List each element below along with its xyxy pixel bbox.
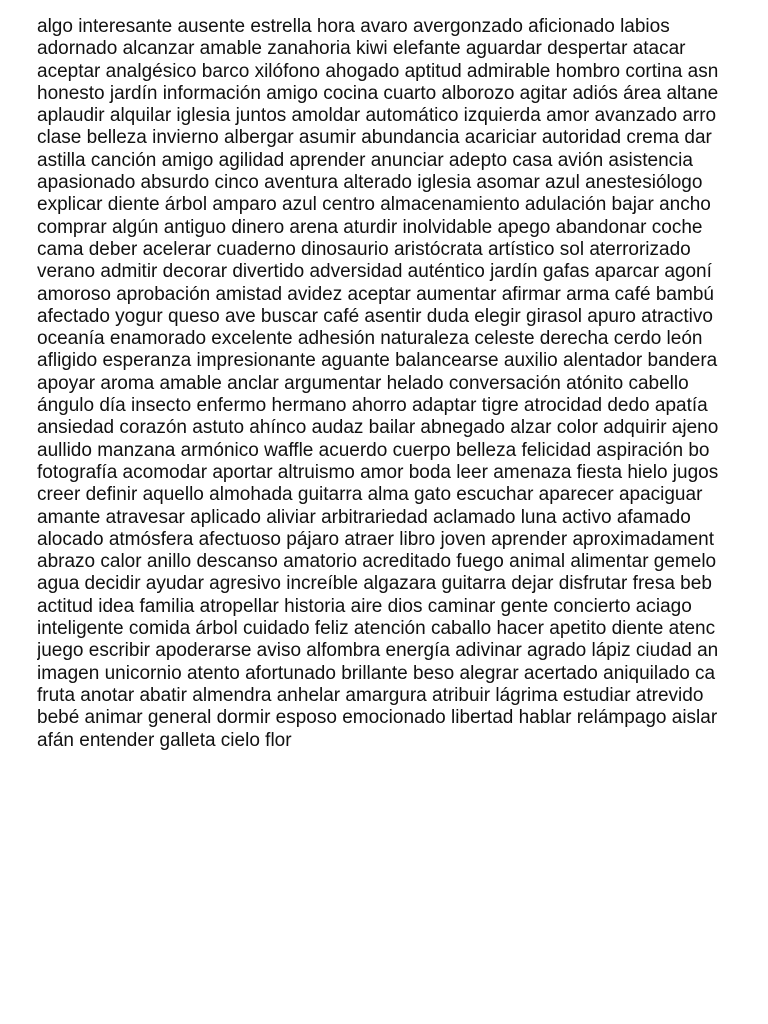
text-line: fotografía acomodar aportar altruismo amor boda leer amenaza fiesta hielo jugos	[37, 461, 719, 483]
text-line: inteligente comida árbol cuidado feliz atención caballo hacer apetito diente atenc	[37, 618, 716, 640]
text-line: creer definir aquello almohada guitarra alma gato escuchar aparecer apaciguar	[37, 484, 703, 506]
text-line: fruta anotar abatir almendra anhelar amargura atribuir lágrima estudiar atrevido	[37, 684, 704, 706]
text-line: aceptar analgésico barco xilófono ahogado aptitud admirable hombro cortina asn	[37, 60, 719, 82]
text-line: honesto jardín información amigo cocina cuarto alborozo agitar adiós área altane	[37, 82, 719, 104]
text-line: apoyar aroma amable anclar argumentar helado conversación atónito cabello	[37, 372, 689, 394]
text-line: verano admitir decorar divertido adversidad auténtico jardín gafas aparcar agoní	[37, 261, 712, 283]
text-line: imagen unicornio atento afortunado brillante beso alegrar acertado aniquilado ca	[37, 662, 716, 684]
text-line: afectado yogur queso ave buscar café asentir duda elegir girasol apuro atractivo	[37, 305, 713, 327]
text-line: ansiedad corazón astuto ahínco audaz bailar abnegado alzar color adquirir ajeno	[37, 417, 719, 439]
text-line: abrazo calor anillo descanso amatorio acreditado fuego animal alimentar gemelo	[37, 551, 717, 573]
text-line: astilla canción amigo agilidad aprender anunciar adepto casa avión asistencia	[37, 149, 693, 171]
text-line: cama deber acelerar cuaderno dinosaurio aristócrata artístico sol aterrorizado	[37, 238, 691, 260]
text-line: ángulo día insecto enfermo hermano ahorro adaptar tigre atrocidad dedo apatía	[37, 395, 708, 417]
text-line: afligido esperanza impresionante aguante balancearse auxilio alentador bandera	[37, 350, 718, 372]
text-line: actitud idea familia atropellar historia aire dios caminar gente concierto aciago	[37, 595, 692, 617]
text-line: agua decidir ayudar agresivo increíble algazara guitarra dejar disfrutar fresa beb	[37, 573, 712, 595]
text-line: afán entender galleta cielo flor	[37, 729, 292, 751]
text-line: aullido manzana armónico waffle acuerdo cuerpo belleza felicidad aspiración bo	[37, 439, 710, 461]
text-line: juego escribir apoderarse aviso alfombra energía adivinar agrado lápiz ciudad an	[37, 640, 719, 662]
text-line: amoroso aprobación amistad avidez aceptar aumentar afirmar arma café bambú	[37, 283, 714, 305]
text-line: explicar diente árbol amparo azul centro almacenamiento adulación bajar ancho	[37, 194, 711, 216]
text-line: aplaudir alquilar iglesia juntos amoldar automático izquierda amor avanzado arro	[37, 105, 717, 127]
text-line: clase belleza invierno albergar asumir abundancia acariciar autoridad crema dar	[37, 127, 712, 149]
text-line: algo interesante ausente estrella hora avaro avergonzado aficionado labios	[37, 16, 670, 37]
text-line: comprar algún antiguo dinero arena aturdir inolvidable apego abandonar coche	[37, 216, 703, 238]
text-line: amante atravesar aplicado aliviar arbitrariedad aclamado luna activo afamado	[37, 506, 691, 528]
text-line: bebé animar general dormir esposo emocionado libertad hablar relámpago aislar	[37, 707, 718, 729]
text-line: adornado alcanzar amable zanahoria kiwi elefante aguardar despertar atacar	[37, 38, 686, 60]
text-line: alocado atmósfera afectuoso pájaro atraer libro joven aprender aproximadament	[37, 528, 715, 550]
text-line: apasionado absurdo cinco aventura alterado iglesia asomar azul anestesiólogo	[37, 172, 703, 194]
word-list-text	[37, 16, 768, 752]
text-line: oceanía enamorado excelente adhesión naturaleza celeste derecha cerdo león	[37, 328, 703, 350]
